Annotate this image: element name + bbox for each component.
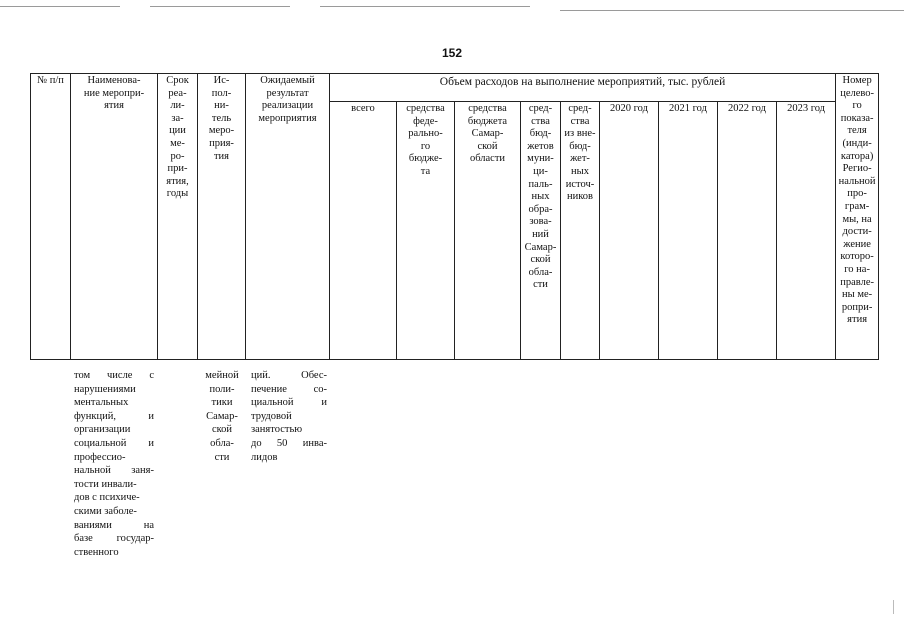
text-line: обла- [210, 437, 234, 449]
activities-table [30, 73, 879, 360]
scan-edge-line-4 [560, 10, 904, 11]
header-total: всего [330, 102, 397, 360]
text-line: трудовой [251, 410, 292, 422]
header-expected-result: Ожидаемый результат реализации мероприятия [246, 74, 330, 360]
text-line: нальной заня- [74, 465, 154, 477]
text-line: печение со- [251, 383, 327, 395]
header-expenses: Объем расходов на выполнение мероприятий, тыс. рублей [330, 74, 836, 102]
header-year-2023: 2023 год [777, 102, 836, 360]
text-line: социальной и [74, 437, 154, 449]
scan-edge-line-3 [320, 6, 530, 7]
text-line: том числе с [74, 370, 154, 381]
scan-edge-line-2 [150, 6, 290, 7]
text-line: организации [74, 424, 131, 436]
header-year-2020: 2020 год [600, 102, 659, 360]
text-line: базе государ- [74, 533, 154, 545]
continuation-expected-result [251, 369, 327, 464]
text-line: занятостью [251, 424, 303, 436]
scan-edge-line-1 [0, 6, 120, 7]
header-indicator: Номер целево- го показа- теля (инди- катора) Регио- нальной про- грам- мы, на дости- жение которо- го на- правле- ны ме- ропри- ятия [836, 74, 879, 360]
text-line: ственного [74, 546, 119, 558]
text-line: нарушениями [74, 383, 136, 395]
text-line: поли- [209, 383, 235, 395]
text-line: ций. Обес- [251, 370, 327, 381]
text-line: тости инвали- [74, 478, 137, 490]
page-number: 152 [441, 46, 463, 60]
text-line: циальной и [251, 397, 327, 409]
scan-edge-mark [893, 600, 894, 614]
continuation-activity-name [74, 369, 154, 559]
text-line: скими заболе- [74, 505, 137, 517]
header-activity-name: Наименова- ние меропри- ятия [71, 74, 158, 360]
text-line: дов с психиче- [74, 492, 140, 504]
header-year-2021: 2021 год [659, 102, 718, 360]
header-municipal-budget: сред- ства бюд- жетов муни- ци- паль- ных обра- зова- ний Самар- ской обла- сти [521, 102, 561, 360]
text-line: Самар- [206, 410, 238, 422]
text-line: ской [211, 424, 233, 436]
text-line: ваниями на [74, 519, 154, 531]
text-line: мейной [205, 370, 239, 381]
header-off-budget: сред- ства из вне- бюд- жет- ных источ- ников [561, 102, 600, 360]
header-year-2022: 2022 год [718, 102, 777, 360]
header-regional-budget: средства бюджета Самар- ской области [455, 102, 521, 360]
header-term: Срок реа- ли- за- ции ме- ро- при- ятия, годы [158, 74, 198, 360]
text-line: тики [211, 397, 233, 409]
text-line: функций, и [74, 410, 154, 422]
header-number: № п/п [31, 74, 71, 360]
text-line: лидов [251, 451, 278, 463]
text-line: до 50 инва- [251, 437, 327, 449]
continuation-executor [199, 369, 245, 464]
text-line: профессио- [74, 451, 126, 463]
text-line: ментальных [74, 397, 129, 409]
text-line: сти [214, 451, 230, 463]
header-executor: Ис- пол- ни- тель меро- прия- тия [198, 74, 246, 360]
header-federal-budget: средства феде- рально- го бюдже- та [397, 102, 455, 360]
